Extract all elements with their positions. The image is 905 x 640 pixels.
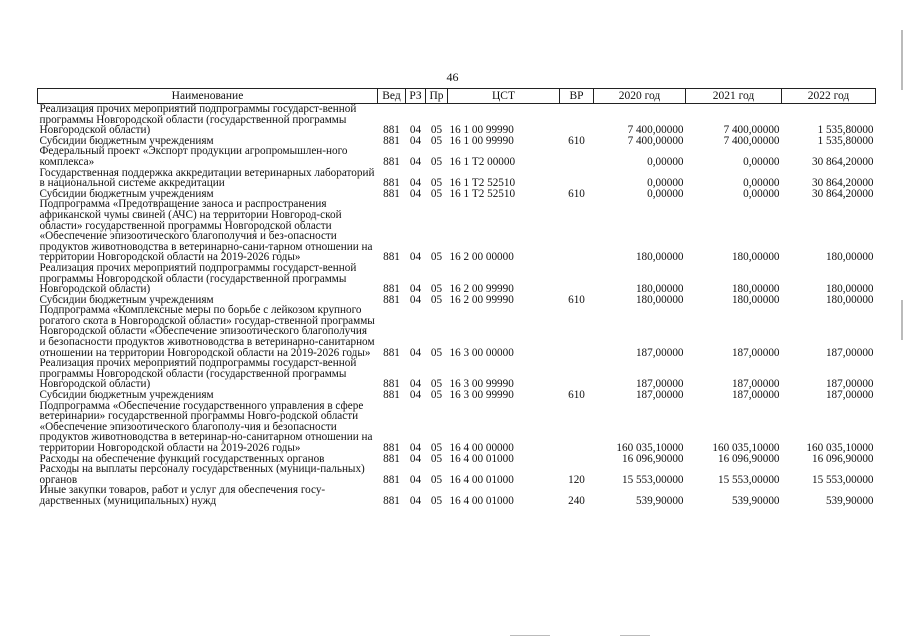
table-row — [38, 464, 876, 485]
cell-ved: 881 — [383, 442, 400, 454]
column-header-cst: ЦСТ — [448, 89, 560, 104]
scan-bottom-mark — [620, 635, 650, 636]
cell-2020: 539,90000 — [635, 494, 684, 507]
cell-pr: 05 — [430, 494, 443, 507]
cell-pr: 05 — [430, 187, 443, 200]
scan-edge-mark — [901, 30, 903, 90]
scan-edge-mark — [901, 300, 903, 340]
cell-ved: 881 — [383, 251, 400, 264]
cell-pr: 05 — [430, 124, 443, 137]
cell-name: Федеральный проект «Экспорт продукции агропромышлен-ного комплекса» — [39, 145, 348, 168]
table-row — [38, 305, 876, 358]
cell-rz: 04 — [409, 442, 422, 454]
cell-2020: 187,00000 — [635, 346, 684, 359]
cell-name: Субсидии бюджетным учреждениям — [39, 293, 214, 306]
cell-cst: 16 1 Т2 52510 — [449, 177, 516, 190]
cell-cst: 16 2 00 99990 — [449, 283, 514, 296]
cell-cst: 16 1 00 99990 — [449, 124, 514, 137]
cell-ved: 881 — [383, 452, 400, 465]
cell-2022: 539,90000 — [825, 494, 874, 507]
cell-2021: 15 553,00000 — [717, 473, 780, 486]
cell-rz: 04 — [409, 389, 422, 402]
cell-rz: 04 — [409, 293, 422, 306]
cell-pr: 05 — [430, 473, 443, 486]
cell-cst: 16 4 00 01000 — [449, 494, 514, 507]
cell-2022: 187,00000 — [825, 389, 874, 402]
cell-2022: 15 553,00000 — [811, 473, 874, 486]
cell-cst: 16 4 00 00000 — [449, 442, 514, 454]
cell-name: Расходы на выплаты персоналу государственных (муници-пальных) органов — [39, 463, 365, 486]
table-row — [38, 146, 876, 167]
cell-2022: 180,00000 — [825, 251, 874, 264]
cell-cst: 16 1 00 99990 — [449, 134, 514, 147]
column-header-ved: Вед — [378, 89, 406, 104]
cell-2020: 16 096,90000 — [621, 452, 684, 465]
column-header-pr: Пр — [426, 89, 448, 104]
cell-ved: 881 — [383, 187, 400, 200]
cell-vr — [560, 168, 594, 189]
cell-2021: 7 400,00000 — [723, 134, 780, 147]
cell-rz: 04 — [409, 155, 422, 168]
cell-vr — [560, 454, 594, 465]
cell-vr — [560, 104, 594, 136]
cell-2021: 187,00000 — [731, 378, 780, 391]
cell-rz: 04 — [409, 283, 422, 296]
cell-2021: 187,00000 — [731, 346, 780, 359]
cell-2022: 1 535,80000 — [817, 124, 874, 137]
cell-name: Подпрограмма «Предотвращение заноса и распространения африканской чумы свиней (АЧС) на территории Новгород-ской области» государственной программы Новгородской области «Обеспечение эпизоотического благополучия и без-опасности продуктов животноводства в ветеринарно-сани-тарном отношении на территории Новгородской области на 2019-2026 годы» — [39, 198, 373, 264]
cell-vr: 610 — [568, 134, 585, 147]
cell-name: Субсидии бюджетным учреждениям — [39, 187, 214, 200]
cell-ved: 881 — [383, 155, 400, 168]
cell-vr: 610 — [568, 293, 585, 306]
cell-2022: 1 535,80000 — [817, 134, 874, 147]
cell-name: Расходы на обеспечение функций государственных органов — [39, 452, 325, 465]
cell-cst: 16 2 00 00000 — [449, 251, 514, 264]
table-body — [38, 104, 876, 507]
cell-pr: 05 — [430, 442, 443, 454]
cell-cst: 16 4 00 01000 — [449, 452, 514, 465]
cell-pr: 05 — [430, 134, 443, 147]
cell-name: Субсидии бюджетным учреждениям — [39, 389, 214, 402]
cell-ved: 881 — [383, 283, 400, 296]
cell-rz: 04 — [409, 452, 422, 465]
cell-vr: 120 — [568, 473, 585, 486]
cell-name: Подпрограмма «Комплексные меры по борьбе с лейкозом крупного рогатого скота в Новгородской области» государ-ственной программы Новгородской области «Обеспечение эпизоотического благополучия и безопасности продуктов животноводства в ветеринарно-санитарном отношении на территории Новгородской области на 2019-2026 годы» — [39, 304, 375, 359]
cell-2022: 30 864,20000 — [811, 177, 874, 190]
column-header-2020: 2020 год — [594, 89, 686, 104]
page-number: 46 — [446, 70, 459, 84]
cell-cst: 16 1 Т2 52510 — [449, 187, 516, 200]
cell-pr: 05 — [430, 293, 443, 306]
cell-name: Реализация прочих мероприятий подпрограммы государст-венной программы Новгородской области (государственной программы Новгородской области) — [39, 357, 357, 391]
cell-2021: 180,00000 — [731, 293, 780, 306]
cell-2021: 539,90000 — [731, 494, 780, 507]
cell-name: Иные закупки товаров, работ и услуг для обеспечения госу-дарственных (муниципальных) нужд — [39, 484, 326, 507]
cell-pr: 05 — [430, 346, 443, 359]
cell-2021: 180,00000 — [731, 251, 780, 264]
cell-2022: 180,00000 — [825, 293, 874, 306]
table-row — [38, 199, 876, 263]
cell-2020: 7 400,00000 — [627, 124, 684, 137]
cell-vr — [560, 305, 594, 358]
cell-ved: 881 — [383, 177, 400, 190]
cell-vr — [560, 146, 594, 167]
cell-vr: 610 — [568, 389, 585, 402]
cell-name: Реализация прочих мероприятий подпрограммы государст-венной программы Новгородской области (государственной программы Новгородской области) — [39, 103, 357, 137]
table-row — [38, 358, 876, 390]
cell-name: Государственная поддержка аккредитации ветеринарных лабораторий в национальной системе аккредитации — [39, 166, 375, 190]
cell-rz: 04 — [409, 177, 422, 190]
cell-rz: 04 — [409, 251, 422, 264]
cell-rz: 04 — [409, 494, 422, 507]
cell-rz: 04 — [409, 473, 422, 486]
table-row — [38, 168, 876, 189]
column-header-vr: ВР — [560, 89, 594, 104]
cell-pr: 05 — [430, 155, 443, 168]
cell-2020: 0,00000 — [647, 155, 684, 168]
cell-rz: 04 — [409, 187, 422, 200]
cell-ved: 881 — [383, 346, 400, 359]
cell-2020: 187,00000 — [635, 378, 684, 391]
cell-2021: 0,00000 — [743, 155, 780, 168]
cell-2020: 15 553,00000 — [621, 473, 684, 486]
cell-2022: 160 035,10000 — [806, 442, 874, 454]
cell-2020: 160 035,10000 — [616, 442, 684, 454]
cell-ved: 881 — [383, 473, 400, 486]
cell-2020: 180,00000 — [635, 293, 684, 306]
cell-2020: 180,00000 — [635, 283, 684, 296]
cell-ved: 881 — [383, 124, 400, 137]
cell-vr — [560, 401, 594, 454]
cell-vr — [560, 358, 594, 390]
cell-cst: 16 3 00 00000 — [449, 346, 514, 359]
cell-2020: 0,00000 — [647, 177, 684, 190]
cell-pr: 05 — [430, 378, 443, 391]
cell-vr — [560, 199, 594, 263]
table-row — [38, 263, 876, 295]
cell-2021: 187,00000 — [731, 389, 780, 402]
cell-2022: 187,00000 — [825, 346, 874, 359]
scan-bottom-mark — [510, 635, 550, 636]
cell-ved: 881 — [383, 389, 400, 402]
table-row — [38, 485, 876, 506]
cell-2022: 30 864,20000 — [811, 187, 874, 200]
cell-name: Субсидии бюджетным учреждениям — [39, 134, 214, 147]
cell-pr: 05 — [430, 283, 443, 296]
column-header-2022: 2022 год — [782, 89, 876, 104]
column-header-2021: 2021 год — [686, 89, 782, 104]
cell-ved: 881 — [383, 494, 400, 507]
table-row — [38, 104, 876, 136]
cell-2022: 180,00000 — [825, 283, 874, 296]
cell-2020: 187,00000 — [635, 389, 684, 402]
cell-rz: 04 — [409, 346, 422, 359]
cell-2020: 180,00000 — [635, 251, 684, 264]
cell-name: Подпрограмма «Обеспечение государственного управления в сфере ветеринарии» государственной программы Новго-родской области «Обеспечение эпизоотического благополу-чия и безопасности продуктов животноводства в ветеринар-но-санитарном отношении на территории Новгородской области на 2019-2026 годы» — [39, 399, 373, 454]
table-header-row — [38, 89, 876, 104]
cell-2020: 7 400,00000 — [627, 134, 684, 147]
cell-vr: 610 — [568, 187, 585, 200]
table-row — [38, 401, 876, 454]
cell-2021: 0,00000 — [743, 177, 780, 190]
column-header-name: Наименование — [38, 89, 378, 104]
cell-rz: 04 — [409, 124, 422, 137]
cell-2020: 0,00000 — [647, 187, 684, 200]
cell-2021: 180,00000 — [731, 283, 780, 296]
cell-2022: 16 096,90000 — [811, 452, 874, 465]
cell-cst: 16 4 00 01000 — [449, 473, 514, 486]
cell-rz: 04 — [409, 378, 422, 391]
cell-2022: 30 864,20000 — [811, 155, 874, 168]
cell-ved: 881 — [383, 378, 400, 391]
cell-pr: 05 — [430, 452, 443, 465]
cell-pr: 05 — [430, 389, 443, 402]
cell-name: Реализация прочих мероприятий подпрограммы государст-венной программы Новгородской области (государственной программы Новгородской области) — [39, 261, 357, 296]
budget-table — [37, 88, 876, 507]
cell-2021: 16 096,90000 — [717, 452, 780, 465]
cell-vr: 240 — [568, 494, 585, 507]
cell-cst: 16 3 00 99990 — [449, 378, 514, 391]
cell-cst: 16 3 00 99990 — [449, 389, 514, 402]
cell-ved: 881 — [383, 134, 400, 147]
cell-2021: 160 035,10000 — [712, 442, 780, 454]
cell-2021: 7 400,00000 — [723, 124, 780, 137]
cell-ved: 881 — [383, 293, 400, 306]
cell-cst: 16 2 00 99990 — [449, 293, 514, 306]
cell-pr: 05 — [430, 177, 443, 190]
cell-pr: 05 — [430, 251, 443, 264]
column-header-rz: РЗ — [406, 89, 426, 104]
cell-rz: 04 — [409, 134, 422, 147]
cell-cst: 16 1 Т2 00000 — [449, 155, 516, 168]
cell-2022: 187,00000 — [825, 378, 874, 391]
cell-vr — [560, 263, 594, 295]
cell-2021: 0,00000 — [743, 187, 780, 200]
